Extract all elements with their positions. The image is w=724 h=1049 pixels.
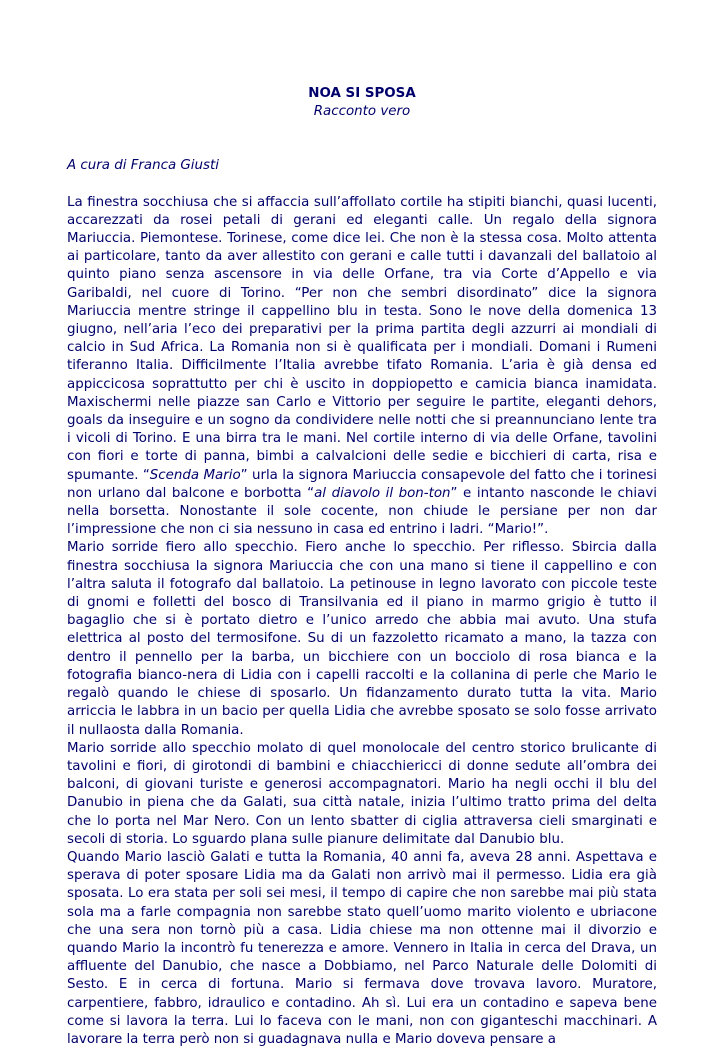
text-segment: Mario sorride allo specchio molato di quel monolocale del centro storico brulicante di tavolini e fiori, di girotondi di bambini e chiacchiericci di donne sedute all’ombra dei balconi, di giovani turiste e generosi accompagnatori. Mario ha negli occhi il blu del Danubio in piena che da Galati, sua città natale, inizia l’ultimo tratto prima del delta che lo porta nel Mar Nero. Con un lento sbatter di ciglia attraversa cieli smarginati e secoli di storia. Lo sguardo plana sulle pianure delimitate dal Danubio blu. [67, 740, 657, 847]
paragraph-1 [67, 194, 657, 540]
paragraph-4 [67, 849, 657, 1049]
story-body [67, 194, 657, 1049]
document-page [67, 78, 657, 1049]
author-line: A cura di Franca Giusti [67, 158, 219, 174]
document-subtitle: Racconto vero [313, 104, 411, 120]
paragraph-3 [67, 740, 657, 849]
document-title: NOA SI SPOSA [308, 86, 416, 101]
text-segment: La finestra socchiusa che si affaccia sull’affollato cortile ha stipiti bianchi, quasi lucenti, accarezzati da rosei petali di gerani ed eleganti calle. Un regalo della signora Mariuccia. Piemontese. Torinese, come dice lei. Che non è la stessa cosa. Molto attenta ai particolare, tanto da aver allestito con gerani e calle tutti i davanzali del ballatoio al quinto piano senza ascensore in via delle Orfane, tra via Corte d’Appello e via Garibaldi, nel cuore di Torino. “Per non che sembri disordinato” dice la signora Mariuccia mentre stringe il cappellino blu in testa. Sono le nove della domenica 13 giugno, nell’aria l’eco dei preparativi per la prima partita degli azzurri ai mondiali di calcio in Sud Africa. La Romania non si è qualificata per i mondiali. Domani i Rumeni tiferanno Italia. Difficilmente l’Italia avrebbe tifato Romania. L’aria è già densa ed appiccicosa soprattutto per chi è uscito in doppiopetto e camicia bianca inamidata. Maxischermi nelle piazze san Carlo e Vittorio per seguire le partite, eleganti dehors, goals da inseguire e un sogno da condividere nelle notti che si preannunciano lente tra i vicoli di Torino. E una birra tra le mani. Nel cortile interno di via delle Orfane, tavolini con fiori e torte di panna, bimbi a calvalcioni delle sedie e bicchieri di carta, risa e spumante. “ [67, 194, 657, 483]
text-segment: Quando Mario lasciò Galati e tutta la Romania, 40 anni fa, aveva 28 anni. Aspettava e sperava di poter sposare Lidia ma da Galati non arrivò mai il permesso. Lidia era già sposata. Lo era stata per soli sei mesi, il tempo di capire che non sarebbe mai più stata sola ma a farle compagnia non sarebbe stato quell’uomo marito violento e ubriacone che una sera non tornò più a casa. Lidia chiese ma non ottenne mai il divorzio e quando Mario la incontrò fu tenerezza e amore. Vennero in Italia in cerca del Drava, un affluente del Danubio, che nasce a Dobbiamo, nel Parco Naturale delle Dolomiti di Sesto. E in cerca di fortuna. Mario si fermava dove trovava lavoro. Muratore, carpentiere, fabbro, idraulico e contadino. Ah sì. Lui era un contadino e sapeva bene come si lavora la terra. Lui lo faceva con le mani, non con giganteschi macchinari. A lavorare la terra però non si guadagnava nulla e Mario doveva pensare a [67, 849, 657, 1047]
italic-quote: Scenda Mario [149, 467, 241, 483]
italic-quote: al diavolo il bon-ton [314, 485, 451, 501]
text-segment: ” e intanto nasconde le chiavi nella borsetta. Nonostante il sole cocente, non chiude le persiane per non dar l’impressione che non ci sia nessuno in casa ed entrino i ladri. “Mario!”. [67, 485, 657, 538]
text-segment: Mario sorride fiero allo specchio. Fiero anche lo specchio. Per riflesso. Sbircia dalla finestra socchiusa la signora Mariuccia che con una mano si tiene il cappellino e con l’altra saluta il fotografo dal ballatoio. La petinouse in legno lavorato con piccole teste di gnomi e folletti del bosco di Transilvania ed il piano in marmo grigio è tutto il bagaglio che si è portato dietro e l’unico arredo che abbia mai avuto. Una stufa elettrica al posto del termosifone. Su di un fazzoletto ricamato a mano, la tazza con dentro il pennello per la barba, un bicchiere con un bocciolo di rosa bianca e la fotografia bianco-nera di Lidia con i capelli raccolti e la collanina di perle che Mario le regalò quando le chiese di sposarlo. Un fidanzamento durato tutta la vita. Mario arriccia le labbra in un bacio per quella Lidia che avrebbe sposato se solo fosse arrivato il nullaosta dalla Romania. [67, 540, 657, 738]
paragraph-2 [67, 539, 657, 739]
text-segment: ” urla la signora Mariuccia consapevole del fatto che i torinesi non urlano dal balcone e borbotta “ [67, 467, 657, 501]
